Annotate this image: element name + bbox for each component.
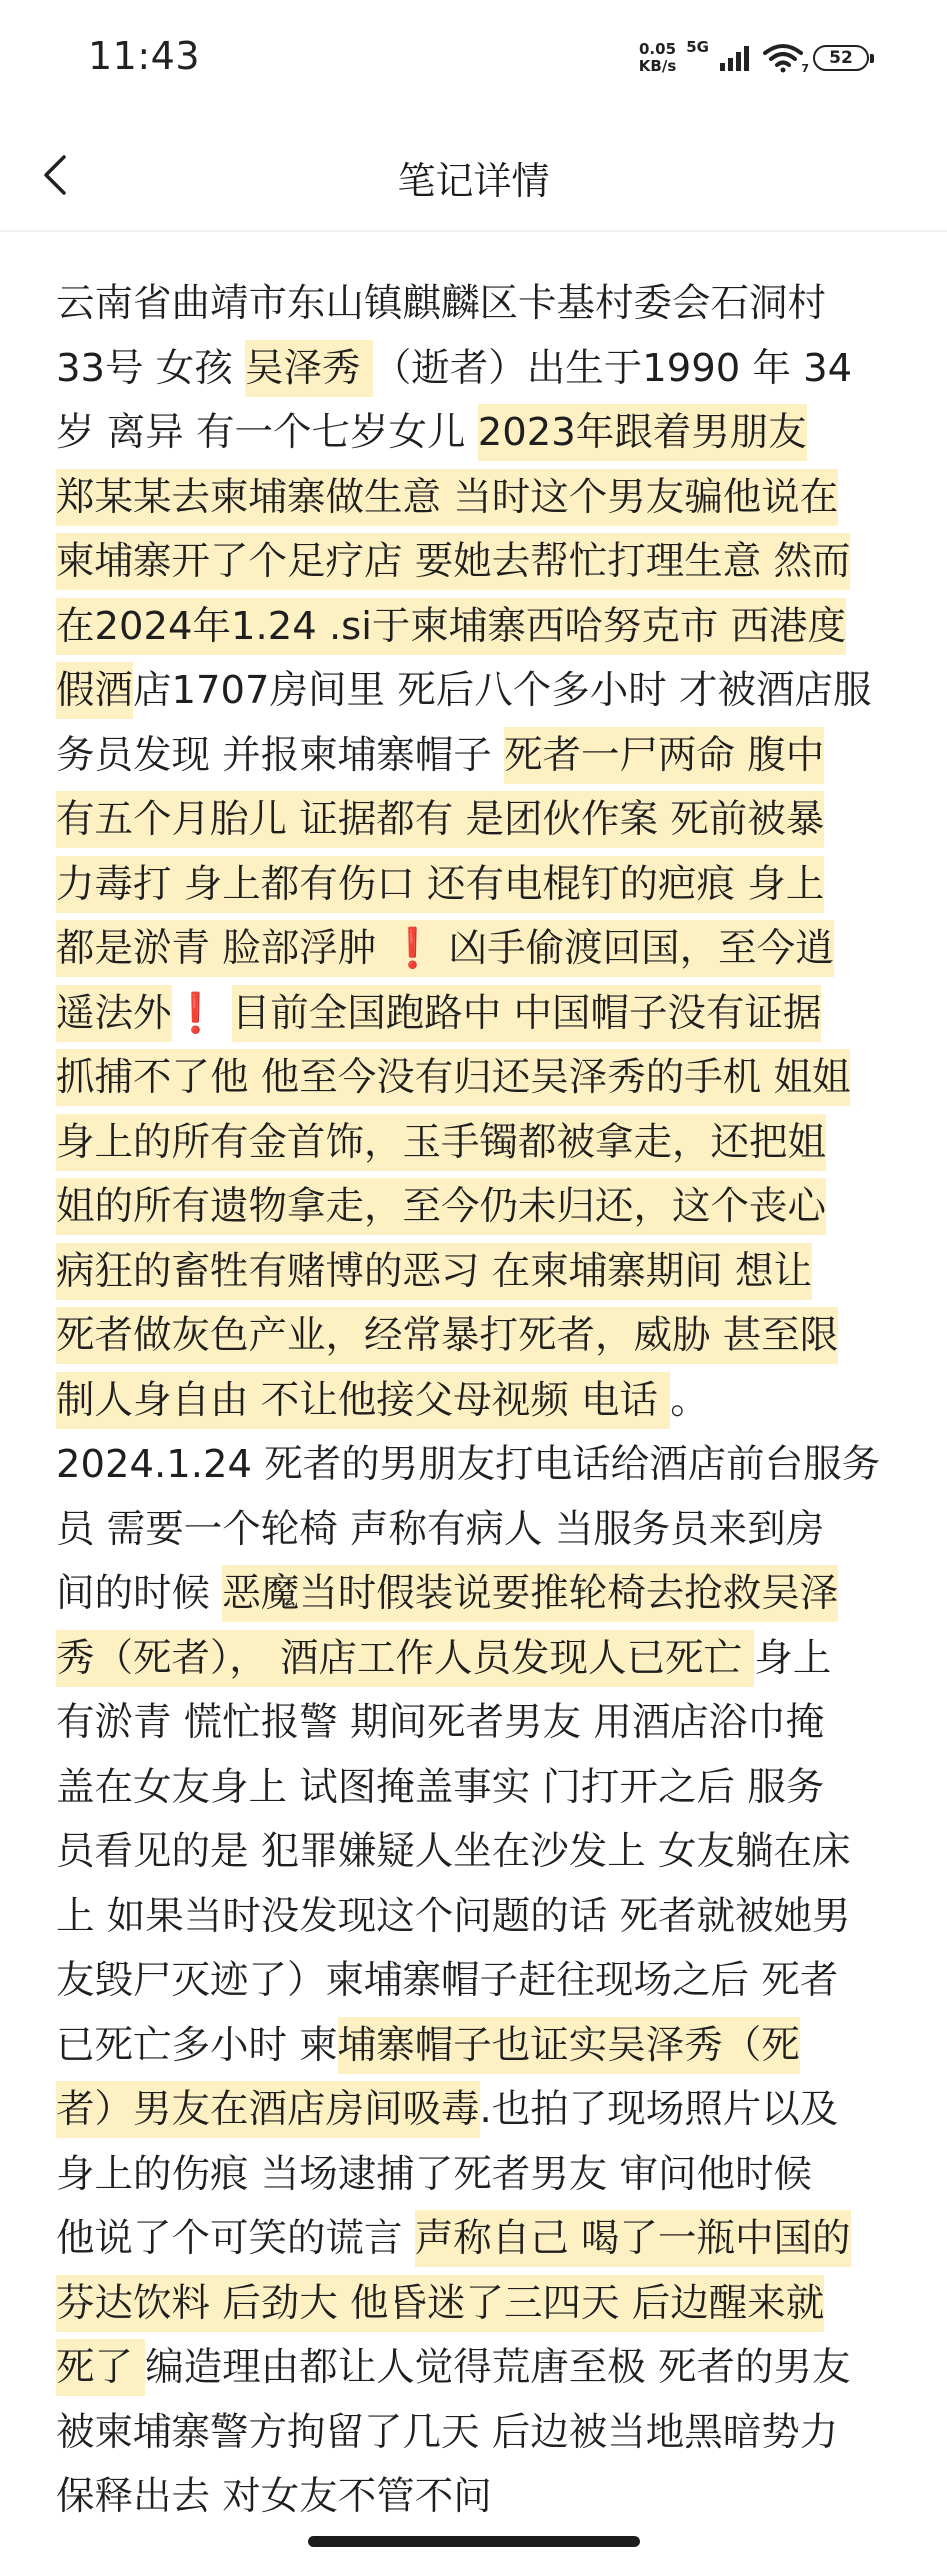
- network-speed-unit: KB/s: [638, 57, 677, 75]
- highlighted-text: 身上的所有金首饰，玉手镯都被拿走，还把姐: [56, 1114, 826, 1171]
- highlighted-text: 死者一尸两命 腹中: [504, 727, 824, 784]
- highlighted-text: 姐的所有遗物拿走，至今仍未归还，这个丧心: [56, 1178, 826, 1235]
- note-line: [56, 2336, 908, 2401]
- note-line: [56, 1627, 908, 1692]
- note-text: 员看见的是 犯罪嫌疑人坐在沙发上 女友躺在床: [56, 1829, 851, 1874]
- highlighted-text: 柬埔寨开了个足疗店 要她去帮忙打理生意 然而: [56, 533, 850, 590]
- highlighted-text: 遥法外: [56, 985, 172, 1042]
- note-line: [56, 1562, 908, 1627]
- note-text: 他说了个可笑的谎言: [56, 2216, 415, 2261]
- home-indicator[interactable]: [308, 2536, 640, 2547]
- note-body: [56, 272, 908, 2530]
- note-line: [56, 466, 908, 531]
- note-line: [56, 595, 908, 660]
- note-line: [56, 982, 908, 1047]
- note-text: 保释出去 对女友不管不问: [56, 2474, 492, 2519]
- nav-bar: [0, 120, 947, 230]
- note-line: [56, 1046, 908, 1111]
- note-line: [56, 1820, 908, 1885]
- highlighted-text: 2023年跟着男朋友: [478, 404, 807, 461]
- network-type: 5G: [686, 38, 709, 56]
- note-line: [56, 2143, 908, 2208]
- note-line: [56, 1304, 908, 1369]
- note-text: 店1707房间里 死后八个多小时 才被酒店服: [133, 668, 872, 713]
- note-text: 务员发现 并报柬埔寨帽子: [56, 732, 504, 778]
- highlighted-text: 力毒打 身上都有伤口 还有电棍钉的疤痕 身上: [56, 856, 824, 913]
- battery-icon: [813, 45, 869, 71]
- note-text: [219, 991, 231, 1036]
- note-text: 间的时候: [56, 1571, 223, 1616]
- note-text: 云南省曲靖市东山镇麒麟区卡基村委会石洞村: [56, 281, 827, 326]
- note-line: [56, 2272, 908, 2337]
- note-line: [56, 1756, 908, 1821]
- highlighted-text: 有五个月胎儿: [56, 791, 299, 848]
- note-text: 身上: [754, 1635, 832, 1681]
- network-speed: [639, 41, 676, 75]
- highlighted-text: 凶手偷渡回国，至今逍: [436, 920, 833, 977]
- note-line: [56, 1240, 908, 1305]
- note-line: [56, 2014, 908, 2079]
- note-text: 2024.1.24 死者的男朋友打电话给酒店前台服务: [56, 1442, 881, 1487]
- note-text: 有淤青 慌忙报警 期间死者男友 用酒店浴巾掩: [56, 1700, 825, 1745]
- highlighted-text: 抓捕不了他 他至今没有归还吴泽秀的手机 姐姐: [56, 1049, 850, 1106]
- note-text: 友毁尸灭迹了）柬埔寨帽子赶往现场之后 死者: [56, 1958, 839, 2003]
- note-text: 被柬埔寨警方拘留了几天 后边被当地黑暗势力: [56, 2409, 839, 2455]
- note-line: [56, 2465, 908, 2530]
- note-text: 上 如果当时没发现这个问题的话 死者就被她男: [56, 1893, 851, 1939]
- highlighted-text: 者）男友在酒店房间吸毒: [56, 2081, 480, 2138]
- note-line: [56, 1111, 908, 1176]
- note-text: （逝者）出生于1990 年 34: [372, 345, 853, 391]
- note-line: [56, 1949, 908, 2014]
- highlighted-text: 秀（死者）， 酒店工作人员发现人已死亡: [56, 1630, 754, 1687]
- note-line: [56, 1175, 908, 1240]
- highlighted-text: 目前全国跑路中 中国帽子没有证据: [232, 985, 822, 1042]
- note-text: 编造理由都让人觉得荒唐至极 死者的男友: [145, 2345, 851, 2390]
- note-text: 33号 女孩: [56, 345, 245, 391]
- note-line: [56, 1885, 908, 1950]
- status-icons: [639, 36, 869, 80]
- note-line: [56, 337, 908, 402]
- exclamation-icon: ❗: [388, 920, 436, 977]
- note-line: [56, 2078, 908, 2143]
- note-text: 岁 离异 有一个七岁女儿: [56, 410, 478, 455]
- note-line: [56, 272, 908, 337]
- network-speed-value: 0.05: [639, 40, 677, 58]
- exclamation-icon: ❗: [171, 990, 220, 1036]
- highlighted-text: 吴泽秀: [245, 340, 373, 397]
- page-title: 笔记详情: [397, 159, 550, 203]
- note-text: 盖在女友身上 试图掩盖事实 门打开之后 服务: [56, 1764, 825, 1810]
- note-line: [56, 788, 908, 853]
- note-line: [56, 401, 908, 466]
- status-time: 11:43: [88, 34, 201, 78]
- note-line: [56, 1433, 908, 1498]
- highlighted-text: 声称自己 喝了一瓶中国的: [415, 2210, 851, 2267]
- highlighted-text: 制人身自由 不让他接父母视频 电话: [56, 1372, 670, 1429]
- highlighted-text: 都是淤青 脸部浮肿: [56, 920, 388, 977]
- highlighted-text: 在2024年1.24 .si于柬埔寨西哈努克市 西港度: [56, 598, 846, 655]
- note-text: 。: [670, 1377, 709, 1423]
- highlighted-text: 芬达饮料 后劲大 他昏迷了三四天 后边醒来就: [56, 2275, 824, 2332]
- note-line: [56, 853, 908, 918]
- note-text: 已死亡多小时 柬: [56, 2022, 338, 2068]
- note-line: [56, 1498, 908, 1563]
- note-text: .也拍了现场照片以及: [479, 2087, 839, 2132]
- signal-icon: [719, 44, 753, 72]
- wifi-badge: 7: [801, 62, 809, 75]
- highlighted-text: 死了: [56, 2339, 145, 2396]
- note-line: [56, 1369, 908, 1434]
- nav-divider: [0, 230, 947, 232]
- note-line: [56, 1691, 908, 1756]
- highlighted-text: 郑某某去柬埔寨做生意 当时这个男友骗他说在: [56, 469, 838, 526]
- note-line: [56, 724, 908, 789]
- highlighted-text: 恶魔当时假装说要推轮椅去抢救吴泽: [222, 1565, 838, 1622]
- highlighted-text: 死者做灰色产业，经常暴打死者，威胁 甚至限: [56, 1307, 838, 1364]
- highlighted-text: 病狂的畜牲有赌博的恶习 在柬埔寨期间 想让: [56, 1243, 812, 1300]
- battery-level: 52: [829, 48, 853, 68]
- note-line: [56, 659, 908, 724]
- note-line: [56, 917, 908, 982]
- note-line: [56, 2207, 908, 2272]
- status-bar: [0, 0, 947, 120]
- note-line: [56, 2401, 908, 2466]
- wifi-icon: [763, 43, 809, 75]
- note-line: [56, 530, 908, 595]
- highlighted-text: 埔寨帽子也证实吴泽秀（死: [338, 2017, 800, 2074]
- note-text: 员 需要一个轮椅 声称有病人 当服务员来到房: [56, 1506, 825, 1552]
- note-text: 身上的伤痕 当场逮捕了死者男友 审问他时候: [56, 2151, 812, 2197]
- highlighted-text: 证据都有 是团伙作案 死前被暴: [299, 791, 824, 848]
- highlighted-text: 假酒: [56, 662, 133, 719]
